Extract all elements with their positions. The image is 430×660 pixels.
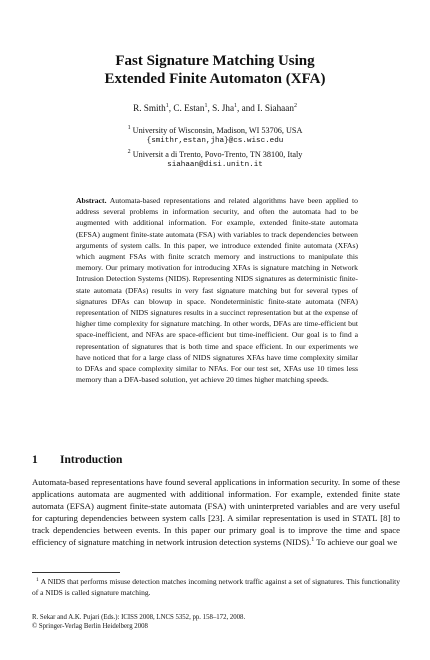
citation-line: R. Sekar and A.K. Pujari (Eds.): ICISS 2008, LNCS 5352, pp. 158–172, 2008. — [32, 614, 246, 621]
abstract-text: Automata-based representations and related algorithms have been applied to address several problems in information security, and often the automata had to be augmented with additional information. For example, extended finite-state automata (EFSA) augment finite-state automata (FSA) with variables to track dependencies between arguments of system calls. In this paper, we introduce extended finite automata (XFAs) which augment FSAs with finite scratch memory and instructions to manipulate this memory. Our primary motivation for introducing XFAs is signature matching in Network Intrusion Detection Systems (NIDS). Representing NIDS signatures as deterministic finite-state automata (DFAs) results in very fast signature matching but for several types of signatures DFAs can blowup in space. Nondeterministic finite-state automata (NFA) representation of NIDS signatures results in a succinct representation but at the expense of higher time complexity for signature matching. In other words, DFAs are time-efficient but space-inefficient, and NFAs are space-efficient but time-inefficient. Our goal is to find a representation of signatures that is both time and space efficient. In our experiments we have noticed that for a large class of NIDS signatures XFAs have time complexity similar to DFAs and space complexity similar to NFAs. For our test set, XFAs use 10 times less memory than a DFA-based solution, yet achieve 20 times higher matching speeds. — [76, 196, 359, 385]
author-name: C. Estan — [173, 103, 205, 113]
paper-title-line-2: Extended Finite Automaton (XFA) — [104, 71, 326, 87]
abstract-label: Abstract. — [76, 196, 107, 205]
footnote-reference: 1 — [311, 537, 315, 543]
intro-text: Automata-based representations have found several applications in information security. In some of these applications automata are augmented with additional information. For example, extended finite state automata (EFSA) augment finite-state automata (FSA) with uninterpreted variables and are very useful for capturing dependencies between system calls [23]. A similar representation is used in STATL [8] to track dependencies between events. In this paper our primary goal is to improve the time and space efficiency of signature matching in network intrusion detection systems (NIDS). — [32, 477, 400, 547]
section-title: Introduction — [60, 454, 123, 466]
footnote-mark: 1 — [36, 577, 39, 583]
affiliation-2 — [0, 149, 430, 160]
affiliation-name: University of Wisconsin, Madison, WI 53706, USA — [132, 126, 303, 135]
citation-block — [32, 613, 400, 631]
section-number: 1 — [32, 454, 38, 466]
author-name: R. Smith — [133, 103, 166, 113]
section-heading — [32, 454, 122, 466]
author-affiliation-mark: 2 — [293, 103, 297, 109]
affiliation-number: 2 — [127, 149, 131, 155]
author-affiliation-mark: 1 — [234, 103, 238, 109]
footnote — [32, 575, 400, 598]
abstract — [76, 195, 358, 385]
affiliation-name: Universit a di Trento, Povo-Trento, TN 38100, Italy — [132, 150, 303, 159]
author-name: S. Jha — [212, 103, 235, 113]
author-name: I. Siahaan — [257, 103, 294, 113]
affiliation-1-email: {smithr,estan,jha}@cs.wisc.edu — [146, 137, 284, 145]
intro-paragraph — [32, 476, 400, 548]
paper-title-line-1: Fast Signature Matching Using — [115, 53, 315, 69]
copyright-line: © Springer-Verlag Berlin Heidelberg 2008 — [32, 623, 148, 630]
author-affiliation-mark: 1 — [204, 103, 208, 109]
affiliation-2-email: siahaan@disi.unitn.it — [167, 161, 263, 169]
footnote-divider — [32, 572, 120, 573]
footnote-text: A NIDS that performs misuse detection matches incoming network traffic against a set of signatures. This functionality of a NIDS is called signature matching. — [32, 577, 400, 597]
author-list: R. Smith$^1$, C. Estan$^1$, S. Jha$^1$, and I. Siahaan$^2$ — [133, 103, 297, 113]
affiliation-1 — [0, 125, 430, 136]
intro-text-tail: To achieve our goal we — [314, 537, 398, 547]
author-affiliation-mark: 1 — [165, 103, 169, 109]
affiliation-number: 1 — [127, 125, 131, 131]
